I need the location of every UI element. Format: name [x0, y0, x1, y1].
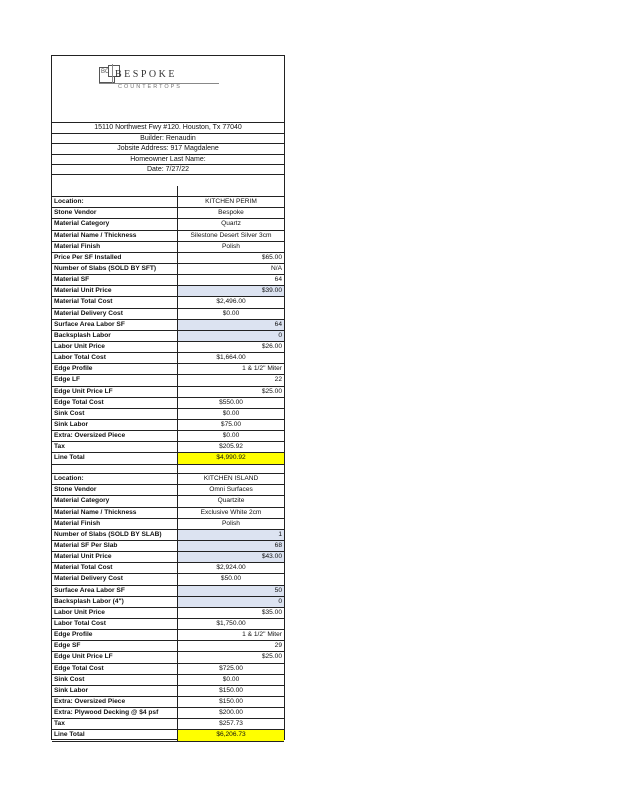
row-value: 64 [274, 276, 282, 284]
table-row [52, 530, 284, 541]
row-value: $0.00 [222, 409, 240, 417]
row-label: Backsplash Labor (4") [52, 597, 178, 607]
row-value: $75.00 [220, 420, 242, 428]
row-value: 1 & 1/2'' Miter [242, 365, 282, 373]
row-label: Stone Vendor [52, 485, 178, 495]
row-label: Material Finish [52, 242, 178, 252]
table-row [52, 697, 284, 708]
table-row [52, 474, 284, 485]
spacer-cell [178, 186, 284, 196]
row-value: $0.00 [222, 675, 240, 683]
kitchen-perim-table [52, 186, 284, 465]
row-value: $205.92 [219, 443, 243, 451]
row-value: 64 [178, 320, 284, 330]
row-label: Number of Slabs (SOLD BY SFT) [52, 264, 178, 274]
table-row [52, 541, 284, 552]
table-row [52, 364, 284, 375]
row-value: $150.00 [219, 697, 243, 705]
row-value: Bespoke [218, 209, 244, 217]
row-value: $35.00 [261, 608, 282, 616]
row-label: Sink Labor [52, 686, 178, 696]
row-value: $39.00 [178, 286, 284, 296]
row-value: 1 & 1/2'' Miter [242, 631, 282, 639]
company-logo [52, 56, 284, 122]
table-row [52, 375, 284, 386]
row-value: $4,990.92 [178, 453, 284, 463]
table-row [52, 331, 284, 342]
row-label: Edge SF [52, 641, 178, 651]
row-label: Edge Unit Price LF [52, 652, 178, 662]
table-row [52, 563, 284, 574]
table-row [52, 297, 284, 308]
table-row [52, 552, 284, 563]
builder-line: Builder: Renaudin [52, 133, 284, 144]
table-row [52, 664, 284, 675]
table-row [52, 708, 284, 719]
logo-name: BESPOKE [115, 69, 177, 80]
table-row [52, 208, 284, 219]
table-row [52, 398, 284, 409]
table-row [52, 574, 284, 585]
row-label: Labor Total Cost [52, 619, 178, 629]
row-label: Edge Total Cost [52, 398, 178, 408]
row-value: $2,496.00 [216, 298, 246, 306]
row-value: Silestone Desert Silver 3cm [190, 231, 272, 239]
table-row [52, 231, 284, 242]
row-label: Edge Total Cost [52, 664, 178, 674]
row-value: 29 [274, 642, 282, 650]
row-value: Polish [222, 519, 240, 527]
row-label: Extra: Oversized Piece [52, 431, 178, 441]
table-row [52, 253, 284, 264]
row-value: N/A [271, 264, 282, 272]
table-row [52, 219, 284, 230]
table-row [52, 597, 284, 608]
row-value: $1,750.00 [216, 619, 246, 627]
row-value: 50 [178, 586, 284, 596]
row-label: Tax [52, 719, 178, 729]
table-row [52, 286, 284, 297]
table-row [52, 508, 284, 519]
row-value: Quartzite [217, 497, 245, 505]
row-value: $1,664.00 [216, 354, 246, 362]
table-row [52, 387, 284, 398]
row-value: 0 [178, 331, 284, 341]
spacer-row [52, 186, 284, 197]
job-header [52, 122, 284, 175]
row-value: $550.00 [219, 398, 243, 406]
table-row [52, 342, 284, 353]
quote-sheet [51, 55, 285, 740]
row-label: Sink Labor [52, 420, 178, 430]
row-value: Omni Surfaces [209, 486, 253, 494]
table-row [52, 275, 284, 286]
row-label: Backsplash Labor [52, 331, 178, 341]
row-value: $25.00 [261, 653, 282, 661]
row-value: $150.00 [219, 686, 243, 694]
row-label: Line Total [52, 730, 178, 740]
row-label: Extra: Plywood Decking @ $4 psf [52, 708, 178, 718]
date-line: Date: 7/27/22 [52, 164, 284, 175]
table-row [52, 197, 284, 208]
table-row [52, 686, 284, 697]
homeowner-line: Homeowner Last Name: [52, 154, 284, 165]
row-label: Material Delivery Cost [52, 574, 178, 584]
row-value: $2,924.00 [216, 564, 246, 572]
row-value: $26.00 [261, 342, 282, 350]
row-value: 0 [178, 597, 284, 607]
table-row [52, 242, 284, 253]
table-row [52, 630, 284, 641]
spacer-cell [178, 463, 284, 473]
table-row [52, 485, 284, 496]
table-row [52, 586, 284, 597]
table-row [52, 519, 284, 530]
table-row [52, 730, 284, 741]
row-label: Location: [52, 197, 178, 207]
table-row [52, 641, 284, 652]
table-row [52, 264, 284, 275]
row-label: Extra: Oversized Piece [52, 697, 178, 707]
jobsite-address-line: Jobsite Address: 917 Magdalene [52, 143, 284, 154]
spacer-cell [52, 186, 178, 196]
table-row [52, 409, 284, 420]
row-value: 1 [178, 530, 284, 540]
row-value: 68 [178, 541, 284, 551]
row-label: Edge LF [52, 375, 178, 385]
row-label: Edge Unit Price LF [52, 387, 178, 397]
row-label: Number of Slabs (SOLD BY SLAB) [52, 530, 178, 540]
row-label: Surface Area Labor SF [52, 586, 178, 596]
row-value: KITCHEN PERIM [205, 198, 257, 206]
logo-mark: BC [101, 69, 110, 75]
row-label: Edge Profile [52, 630, 178, 640]
table-row [52, 420, 284, 431]
row-label: Material SF Per Slab [52, 541, 178, 551]
table-row [52, 496, 284, 507]
row-value: $50.00 [220, 575, 242, 583]
row-label: Material Finish [52, 519, 178, 529]
logo-subtitle: COUNTERTOPS [118, 84, 182, 90]
row-label: Price Per SF Installed [52, 253, 178, 263]
row-value: Exclusive White 2cm [200, 508, 262, 516]
spacer-cell [52, 463, 178, 473]
row-label: Labor Unit Price [52, 342, 178, 352]
table-row [52, 652, 284, 663]
row-value: KITCHEN ISLAND [203, 475, 259, 483]
table-row [52, 309, 284, 320]
row-label: Material Total Cost [52, 563, 178, 573]
row-value: $25.00 [261, 387, 282, 395]
row-label: Material Name / Thickness [52, 231, 178, 241]
row-label: Material Category [52, 496, 178, 506]
company-address: 15110 Northwest Fwy #120. Houston, Tx 77040 [52, 122, 284, 133]
row-value: $0.00 [222, 309, 240, 317]
table-row [52, 619, 284, 630]
row-label: Material Unit Price [52, 552, 178, 562]
row-label: Stone Vendor [52, 208, 178, 218]
row-label: Tax [52, 442, 178, 452]
row-label: Sink Cost [52, 409, 178, 419]
table-row [52, 608, 284, 619]
row-value: Quartz [221, 220, 241, 228]
row-label: Labor Unit Price [52, 608, 178, 618]
row-label: Material SF [52, 275, 178, 285]
table-row [52, 320, 284, 331]
row-label: Line Total [52, 453, 178, 463]
row-value: $6,206.73 [178, 730, 284, 740]
table-row [52, 431, 284, 442]
row-label: Material Delivery Cost [52, 309, 178, 319]
row-label: Edge Profile [52, 364, 178, 374]
row-label: Material Total Cost [52, 297, 178, 307]
row-label: Material Unit Price [52, 286, 178, 296]
row-label: Surface Area Labor SF [52, 320, 178, 330]
row-label: Sink Cost [52, 675, 178, 685]
table-row [52, 442, 284, 453]
row-label: Location: [52, 474, 178, 484]
logo-divider [112, 64, 113, 84]
row-value: $257.73 [219, 720, 243, 728]
kitchen-island-table [52, 463, 284, 742]
row-value: $725.00 [219, 664, 243, 672]
spacer-row [52, 463, 284, 474]
table-row [52, 353, 284, 364]
row-value: $200.00 [219, 709, 243, 717]
row-label: Material Name / Thickness [52, 508, 178, 518]
row-value: 22 [274, 376, 282, 384]
row-value: $0.00 [222, 432, 240, 440]
row-label: Material Category [52, 219, 178, 229]
table-row [52, 719, 284, 730]
row-label: Labor Total Cost [52, 353, 178, 363]
row-value: $65.00 [261, 253, 282, 261]
table-row [52, 675, 284, 686]
row-value: Polish [222, 242, 240, 250]
row-value: $43.00 [178, 552, 284, 562]
